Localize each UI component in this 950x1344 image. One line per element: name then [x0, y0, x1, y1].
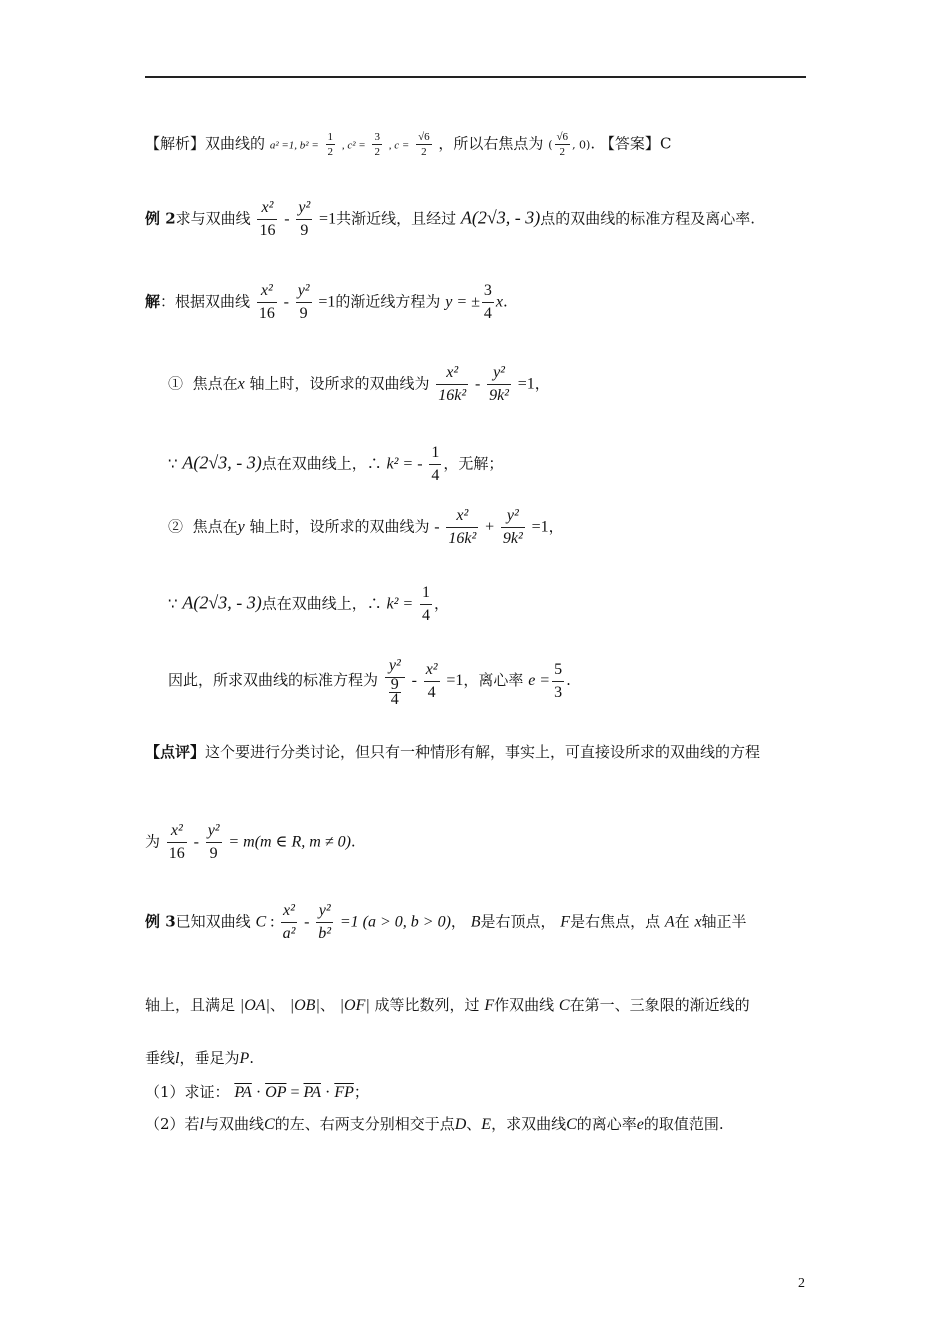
- analysis-line: 【解析】双曲线的 a² =1, b² = $\frac{1}{2}$ , c² = $\frac{3}{2}$ , c = $\frac{√6}{2}$ ，所以右焦点为 ( $\frac{√6}{2}$ , 0). 【答案】C: [145, 131, 672, 158]
- case-2-check: ∵ A(2√3, - 3)点在双曲线上，∴ k² = $\frac{1}{4}$ ，: [168, 584, 449, 624]
- solution-label: 解: [145, 292, 161, 311]
- answer-value: C: [659, 134, 672, 153]
- example-3-cont-2: 垂线l，垂足为P.: [145, 1049, 255, 1067]
- solution-intro: 解：根据双曲线 $\frac{\text{x²}}{16}$ - $\frac{\text{y²}}{9}$ =1的渐近线方程为 y = ± $\frac{3}{4}$ x.: [145, 282, 508, 322]
- header-rule: [145, 76, 806, 78]
- page-number: 2: [798, 1276, 805, 1291]
- example-2: 例 2求与双曲线 $\frac{\text{x²}}{16}$ - $\frac{\text{y²}}{9}$ =1共渐近线，且经过 A(2√3, - 3)点的双曲线的标准方程及离心率.: [145, 199, 756, 239]
- comment-line-2: 为 $\frac{\text{x²}}{16}$ - $\frac{\text{y²}}{9}$ = m(m ∈ R, m ≠ 0).: [145, 822, 356, 862]
- example-3-cont-1: 轴上，且满足 |OA|、 |OB|、 |OF| 成等比数列，过 F作双曲线 C在第一、三象限的渐近线的: [145, 996, 750, 1014]
- comment-label: 【点评】: [145, 743, 206, 761]
- vector-fp: $\overline{FP}$: [334, 1084, 354, 1101]
- example-2-label: 例 2: [145, 209, 176, 228]
- case-2: ② 焦点在y 轴上时，设所求的双曲线为 - $\frac{\text{x²}}{\text{16k²}}$ + $\frac{\text{y²}}{\text{9k²}}$ =1，: [168, 507, 564, 547]
- vector-pa: $\overline{PA}$: [234, 1084, 252, 1101]
- example-3-label: 例 3: [145, 912, 176, 931]
- analysis-label: 【解析】: [145, 134, 206, 153]
- question-1: （1）求证： $\overline{PA} \cdot \overline{OP} = \overline{PA} \cdot \overline{FP}$；: [145, 1083, 369, 1101]
- case-1-check: ∵ A(2√3, - 3)点在双曲线上，∴ k² = - $\frac{1}{4}$ ，无解；: [168, 444, 504, 484]
- case-1: ① 焦点在x 轴上时，设所求的双曲线为 $\frac{\text{x²}}{\text{16k²}}$ - $\frac{\text{y²}}{\text{9k²}}$ =1，: [168, 364, 550, 404]
- result-line: 因此，所求双曲线的标准方程为 $\frac{\text{y²}}{\frac{9}{4}}$ - $\frac{\text{x²}}{4}$ =1，离心率 e = $\frac{5}{3}$ .: [168, 657, 571, 708]
- example-3: 例 3已知双曲线 C : $\frac{\text{x²}}{\text{a²}}$ - $\frac{\text{y²}}{\text{b²}}$ =1 (a > 0, b > 0)， B是右顶点， F是右焦点，点 A在 x轴正半: [145, 902, 747, 942]
- vector-op: $\overline{OP}$: [265, 1084, 287, 1101]
- answer-label: 【答案】: [599, 134, 660, 153]
- vector-pa-2: $\overline{PA}$: [303, 1084, 321, 1101]
- question-2: （2）若l与双曲线C的左、右两支分别相交于点D、E，求双曲线C的离心率e的取值范围.: [145, 1115, 724, 1133]
- comment-line-1: 【点评】这个要进行分类讨论，但只有一种情形有解，事实上，可直接设所求的双曲线的方程: [145, 743, 761, 761]
